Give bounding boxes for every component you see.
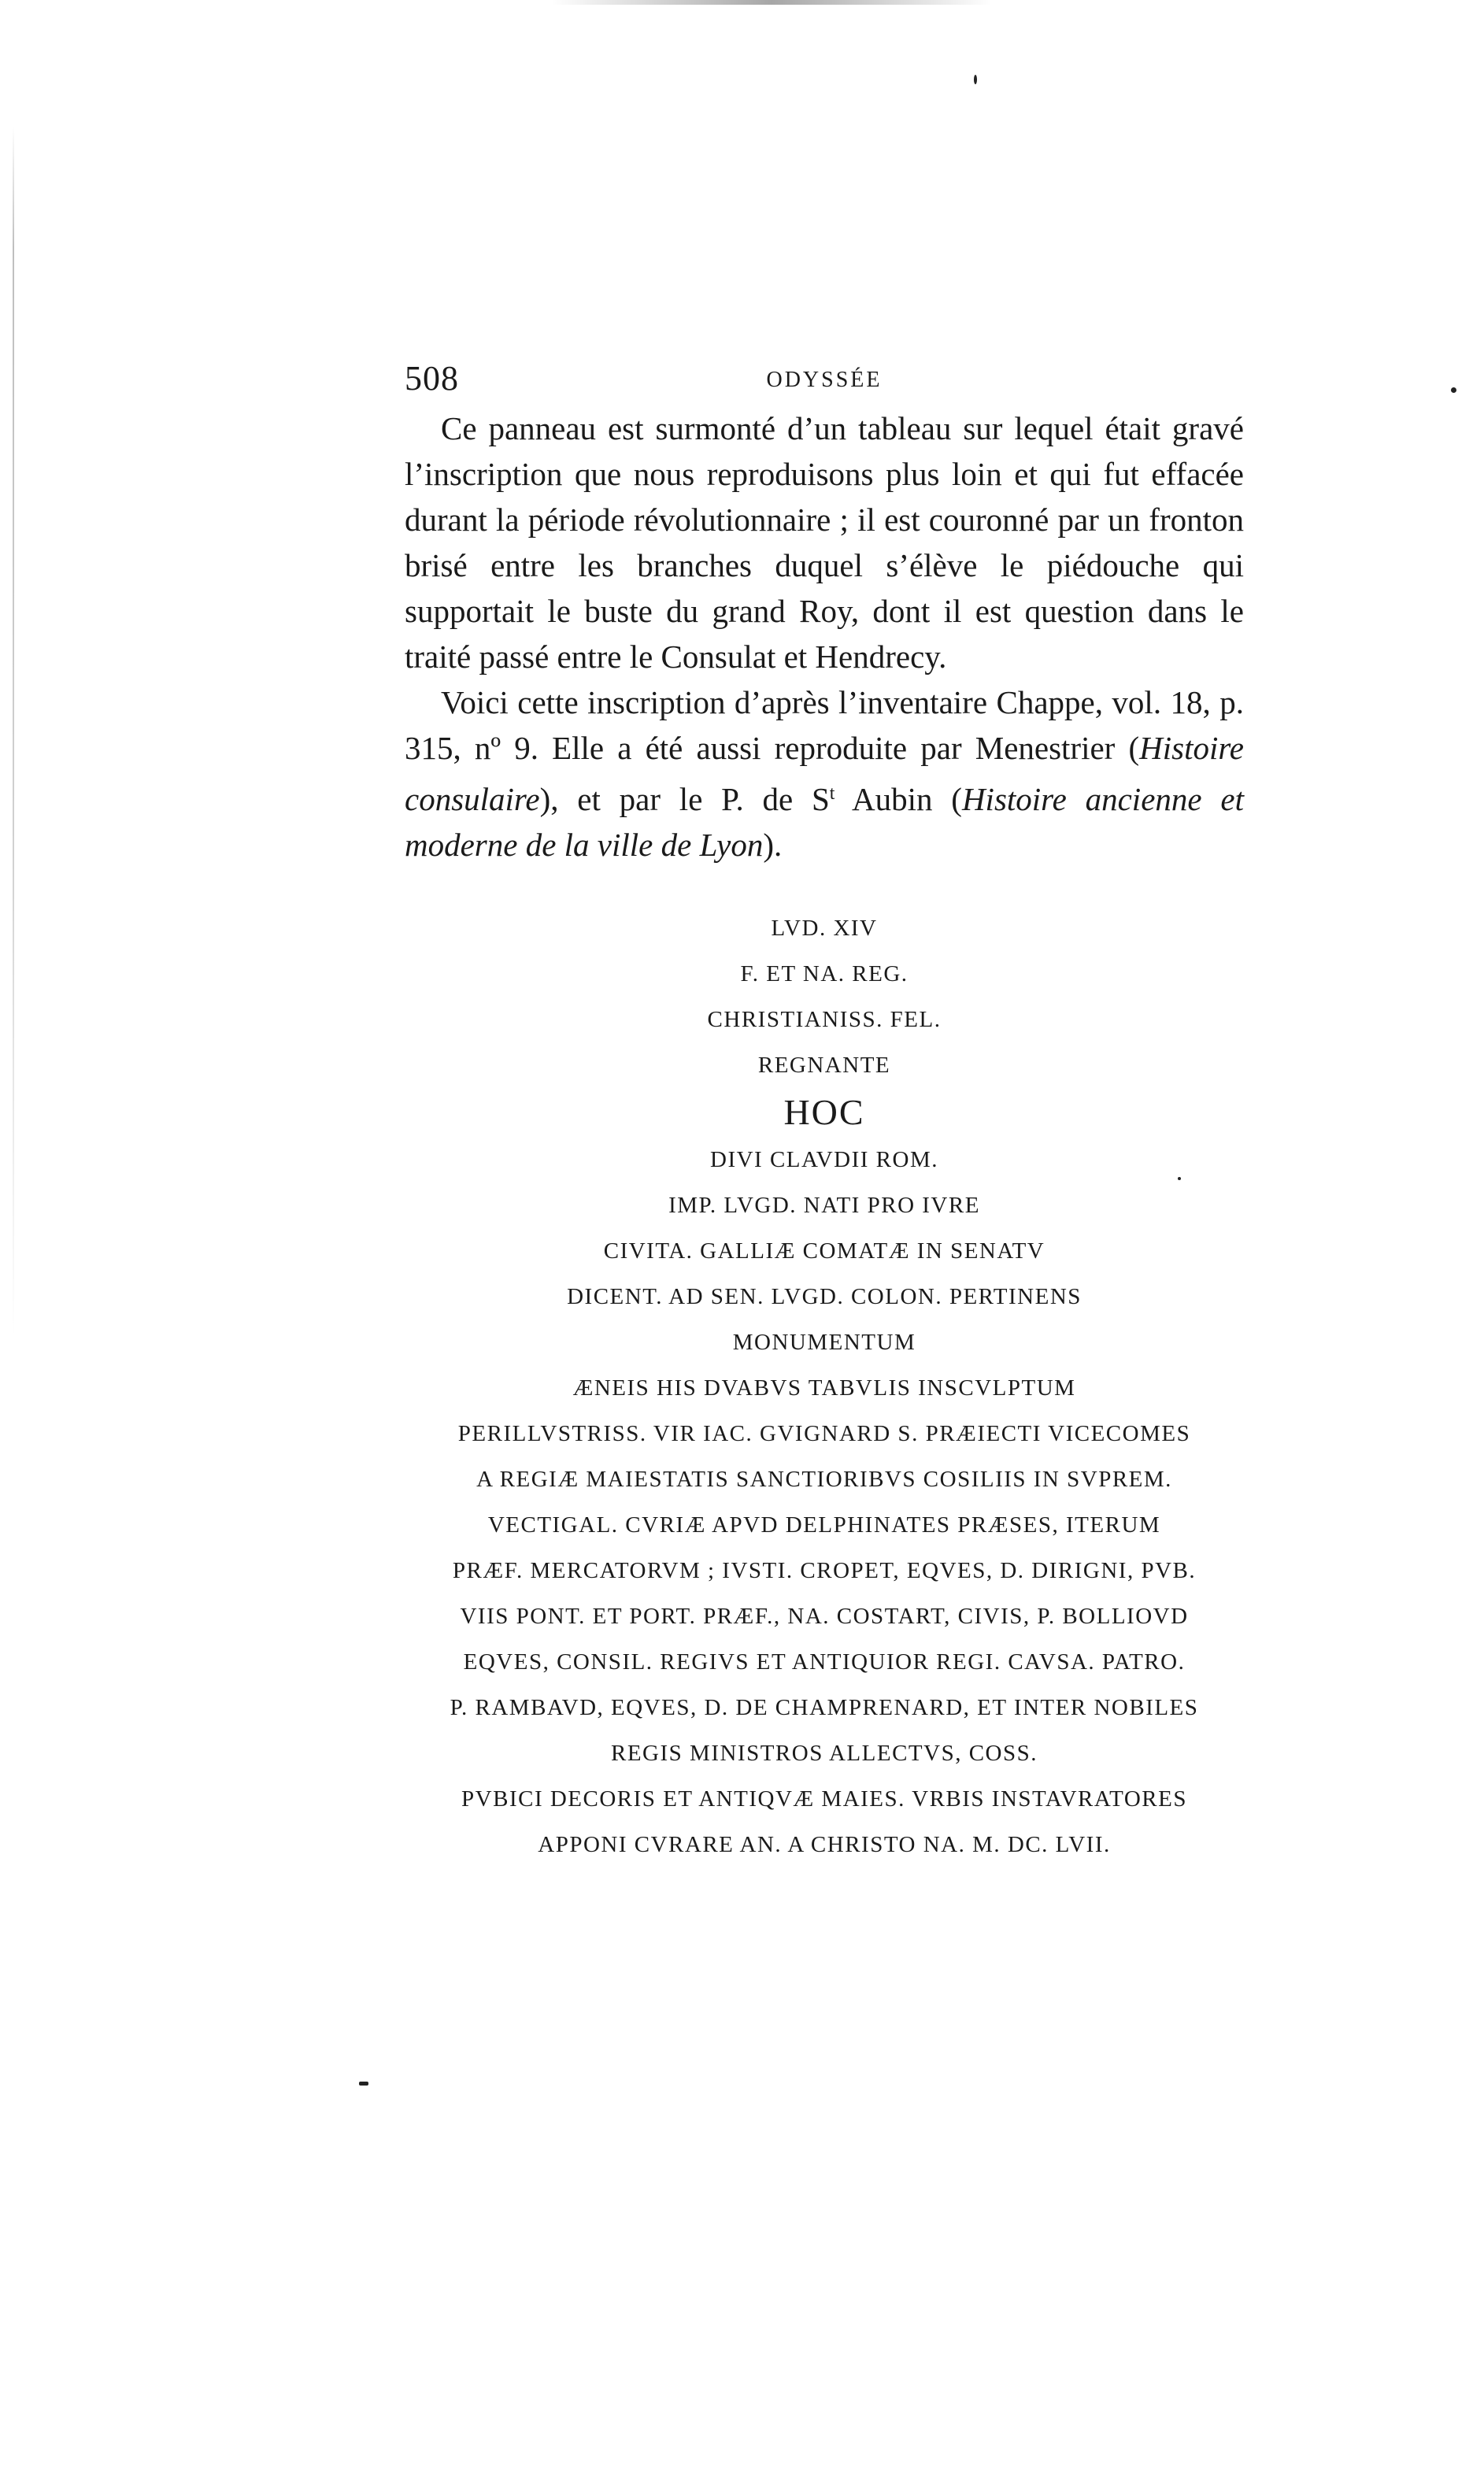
inscription-block: [405, 905, 1244, 1867]
inscription-line: IMP. LVGD. NATI PRO IVRE: [668, 1193, 980, 1218]
speck-mark: [359, 2082, 368, 2086]
inscription-line: ÆNEIS HIS DVABVS TABVLIS INSCVLPTUM: [572, 1375, 1076, 1401]
inscription-line: A REGIÆ MAIESTATIS SANCTIORIBVS COSILIIS IN SVPREM.: [476, 1467, 1172, 1492]
body-paragraph-1: Ce panneau est surmonté d’un tableau sur lequel était gravé l’inscription que nous reproduisons plus loin et qui fut effacée durant la période révolutionnaire ; il est couronné par un fronton brisé entre les branches duquel s’élève le piédouche qui supportait le buste du grand Roy, dont il est question dans le traité passé entre le Consulat et Hendrecy.: [405, 410, 1244, 675]
paragraph-2-end: ).: [763, 827, 783, 863]
page-number: 508: [405, 359, 459, 398]
inscription-line: PVBICI DECORIS ET ANTIQVÆ MAIES. VRBIS INSTAVRATORES: [461, 1786, 1187, 1812]
inscription-line: CIVITA. GALLIÆ COMATÆ IN SENATV: [603, 1238, 1045, 1264]
running-head: [405, 358, 1244, 405]
inscription-line: P. RAMBAVD, EQVES, D. DE CHAMPRENARD, ET INTER NOBILES: [450, 1695, 1199, 1720]
inscription-line: CHRISTIANISS. FEL.: [707, 1007, 942, 1032]
inscription-line: PERILLVSTRISS. VIR IAC. GVIGNARD S. PRÆIECTI VICECOMES: [457, 1421, 1191, 1446]
paragraph-2-intro: Voici cette inscription d’après l’inventaire Chappe, vol. 18, p. 315, nº 9. Elle a été aussi reproduite par Menestrier (: [405, 684, 1244, 766]
inscription-line: APPONI CVRARE AN. A CHRISTO NA. M. DC. LVII.: [538, 1832, 1111, 1857]
scan-top-artifact: [551, 0, 992, 5]
speck-mark: [1451, 387, 1456, 393]
citation-title-2: Histoire ancienne et moderne de la ville de Lyon: [405, 781, 1244, 863]
inscription-line: PRÆF. MERCATORVM ; IVSTI. CROPET, EQVES, D. DIRIGNI, PVB.: [452, 1558, 1197, 1583]
inscription-line: REGIS MINISTROS ALLECTVS, COSS.: [611, 1741, 1038, 1766]
citation-title-1: Histoire consulaire: [405, 730, 1244, 817]
inscription-line: F. ET NA. REG.: [740, 961, 909, 986]
inscription-line: LVD. XIV: [771, 916, 878, 941]
paragraph-2-mid: ), et par le P. de S: [539, 781, 830, 817]
superscript: t: [829, 783, 835, 804]
inscription-line: EQVES, CONSIL. REGIVS ET ANTIQUIOR REGI. CAVSA. PATRO.: [463, 1649, 1186, 1675]
inscription-line-large: HOC: [783, 1092, 865, 1132]
inscription-line: VECTIGAL. CVRIÆ APVD DELPHINATES PRÆSES, ITERUM: [487, 1512, 1161, 1538]
inscription-line: DIVI CLAVDII ROM.: [710, 1147, 938, 1172]
inscription-line: VIIS PONT. ET PORT. PRÆF., NA. COSTART, CIVIS, P. BOLLIOVD: [460, 1604, 1189, 1629]
running-title: ODYSSÉE: [766, 368, 883, 392]
inscription-line: DICENT. AD SEN. LVGD. COLON. PERTINENS: [567, 1284, 1082, 1309]
book-page: [405, 358, 1244, 1867]
paragraph-2-mid2: Aubin (: [835, 781, 962, 817]
inscription-line: MONUMENTUM: [732, 1330, 916, 1355]
inscription-line: REGNANTE: [757, 1053, 891, 1078]
body-paragraph-2: [405, 679, 1244, 868]
scan-edge-artifact: [13, 126, 14, 1338]
speck-mark: [974, 75, 977, 84]
